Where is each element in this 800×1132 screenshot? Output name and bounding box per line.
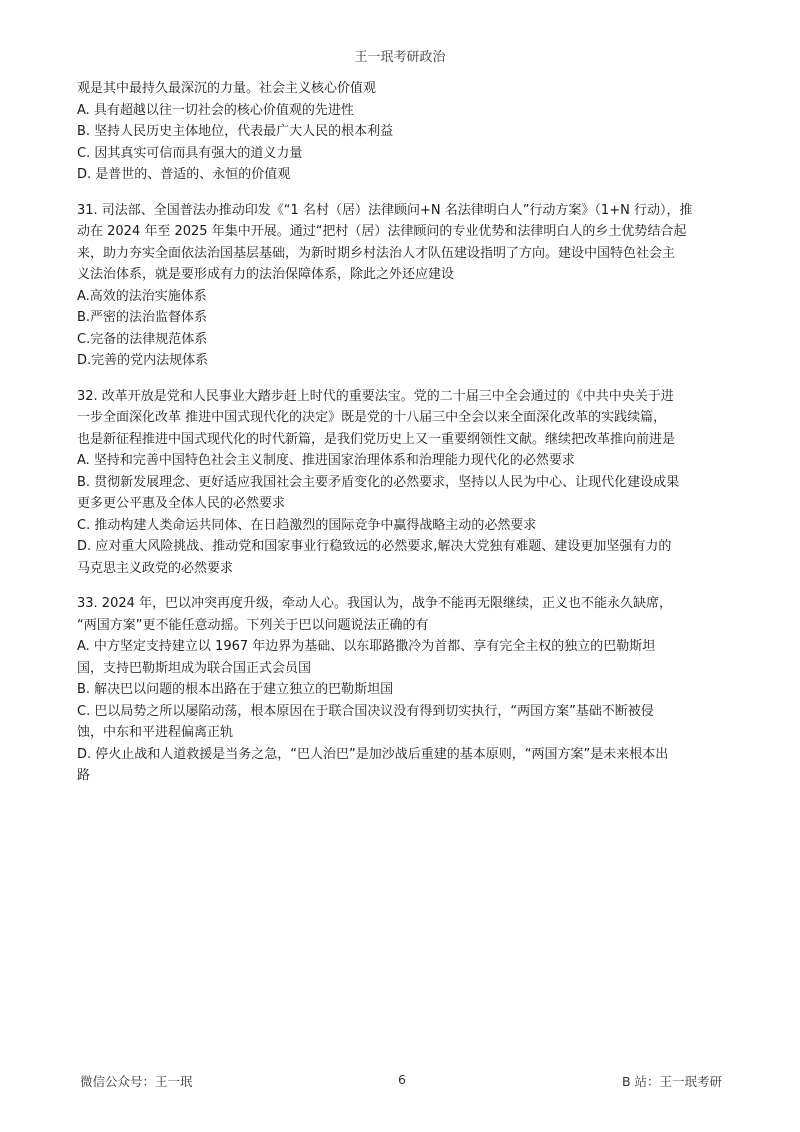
option-a: A.高效的法治实施体系	[77, 288, 207, 304]
option-b: B. 解决巴以问题的根本出路在于建立独立的巴勒斯坦国	[77, 682, 394, 697]
option-b: B. 贯彻新发展理念、更好适应我国社会主要矛盾变化的必然要求，坚持以人民为中心、让现代化建设成果	[77, 474, 680, 490]
question-32	[77, 386, 727, 580]
option-d: D. 是普世的、普适的、永恒的价值观	[77, 167, 291, 182]
option-b-continued: 更多更公平惠及全体人民的必然要求	[77, 496, 286, 511]
option-d-continued: 路	[77, 768, 91, 783]
question-stem-line: 31. 司法部、全国普法办推动印发《“1 名村（居）法律顾问+N 名法律明白人”行动方案》（1+N 行动），推	[77, 202, 693, 218]
question-33	[77, 593, 727, 787]
question-stem-line: 义法治体系，就是要形成有力的法治保障体系，除此之外还应建设	[77, 267, 455, 282]
page-header	[0, 46, 800, 65]
option-b: B.严密的法治监督体系	[77, 310, 208, 325]
option-d: D. 停火止战和人道救援是当务之急，“巴人治巴”是加沙战后重建的基本原则，“两国方案”是未来根本出	[77, 746, 669, 762]
question-stem-line: 动在 2024 年至 2025 年集中开展。通过“把村（居）法律顾问的专业优势和法律明白人的乡土优势结合起	[77, 224, 687, 239]
page-footer	[0, 1072, 800, 1092]
option-d-continued: 马克思主义政党的必然要求	[77, 560, 234, 576]
option-d: D.完善的党内法规体系	[77, 353, 209, 368]
option-c-continued: 蚀，中东和平进程偏离正轨	[77, 725, 234, 740]
option-b: B. 坚持人民历史主体地位，代表最广大人民的根本利益	[77, 124, 394, 139]
option-a: A. 具有超越以往一切社会的核心价值观的先进性	[77, 102, 354, 118]
page-content	[77, 78, 727, 801]
question-31	[77, 200, 727, 372]
page-number: 6	[398, 1072, 406, 1087]
question-stem-line: 32. 改革开放是党和人民事业大踏步赶上时代的重要法宝。党的二十届三中全会通过的《中共中央关于进	[77, 388, 674, 404]
option-a: A. 中方坚定支持建立以 1967 年边界为基础、以东耶路撒冷为首都、享有完全主权的独立的巴勒斯坦	[77, 639, 656, 654]
question-stem-line: “两国方案”更不能任意动摇。下列关于巴以问题说法正确的有	[77, 617, 429, 633]
question-stem-line: 一步全面深化改革 推进中国式现代化的决定》既是党的十八届三中全会以来全面深化改革的实践续篇，	[77, 410, 667, 425]
option-c: C. 推动构建人类命运共同体、在日趋激烈的国际竞争中赢得战略主动的必然要求	[77, 517, 537, 533]
header-title: 王一珉考研政治	[354, 50, 446, 65]
option-c: C. 巴以局势之所以屡陷动荡，根本原因在于联合国决议没有得到切实执行，“两国方案”基础不断被侵	[77, 703, 654, 719]
question-stem-line: 33. 2024 年，巴以冲突再度升级，牵动人心。我国认为，战争不能再无限继续，正义也不能永久缺席，	[77, 596, 673, 611]
footer-wechat: 微信公众号：王一珉	[80, 1074, 193, 1089]
option-d: D. 应对重大风险挑战、推动党和国家事业行稳致远的必然要求,解决大党独有难题、建设更加坚强有力的	[77, 539, 672, 554]
question-stem-line: 观是其中最持久最深沉的力量。社会主义核心价值观	[77, 81, 377, 96]
option-c: C. 因其真实可信而具有强大的道义力量	[77, 145, 303, 161]
question-stem-line: 来，助力夯实全面依法治国基层基础，为新时期乡村法治人才队伍建设指明了方向。建设中国特色社会主	[77, 245, 676, 261]
option-a: A. 坚持和完善中国特色社会主义制度、推进国家治理体系和治理能力现代化的必然要求	[77, 453, 575, 468]
footer-bilibili: B 站：王一珉考研	[622, 1074, 723, 1089]
question-30	[77, 78, 727, 186]
option-a-continued: 国，支持巴勒斯坦成为联合国正式会员国	[77, 660, 312, 676]
option-c: C.完备的法律规范体系	[77, 331, 208, 347]
question-stem-line: 也是新征程推进中国式现代化的时代新篇，是我们党历史上又一重要纲领性文献。继续把改革推向前进是	[77, 431, 676, 447]
